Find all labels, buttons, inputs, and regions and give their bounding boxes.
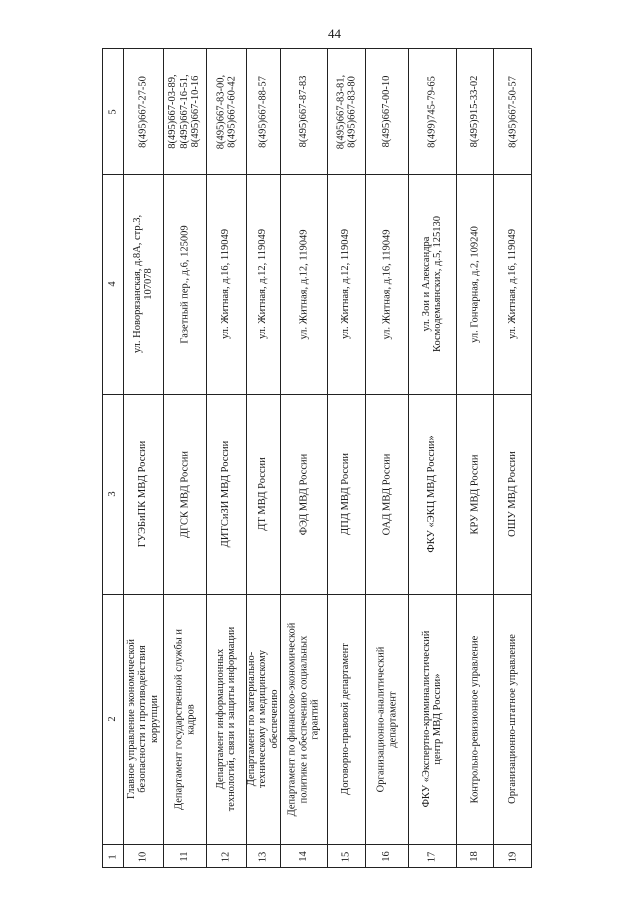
column-header: 5 <box>107 108 119 115</box>
department-phone: 8(499)745-79-65 <box>426 75 438 148</box>
department-phone: 8(495)667-83-81, 8(495)667-83-80 <box>334 74 357 149</box>
row-number: 19 <box>507 851 519 862</box>
department-abbreviation: ОШУ МВД России <box>507 451 519 537</box>
department-name: Департамент по материально- техническому и медицинскому обеспечению <box>245 650 280 789</box>
department-address: ул. Житная, д.12, 119049 <box>297 228 309 340</box>
department-name: Департамент информационных технологий, связи и защиты информации <box>214 626 237 812</box>
row-number: 12 <box>220 851 232 862</box>
row-number: 15 <box>340 851 352 862</box>
row-number: 10 <box>137 851 149 862</box>
table-divider <box>103 174 531 175</box>
department-address: Газетный пер., д.6, 125009 <box>178 224 190 344</box>
department-abbreviation: КРУ МВД России <box>468 453 480 535</box>
department-name: Департамент по финансово-экономической политике и обеспечению социальных гарантий <box>286 622 321 816</box>
row-number: 14 <box>297 851 309 862</box>
column-header: 4 <box>107 281 119 287</box>
department-address: ул. Житная, д.16, 119049 <box>220 228 232 340</box>
row-number: 13 <box>257 851 269 862</box>
row-number: 16 <box>380 851 392 862</box>
department-phone: 8(495)667-03-89, 8(495)667-16-51, 8(495)667-10-16 <box>167 74 202 149</box>
department-address: ул. Житная, д.16, 119049 <box>380 228 392 340</box>
department-abbreviation: ФЭД МВД России <box>297 453 309 535</box>
department-name: Организационно-аналитический департамент <box>375 646 398 792</box>
department-abbreviation: ДГСК МВД России <box>178 450 190 538</box>
department-abbreviation: ДТ МВД России <box>257 457 269 531</box>
department-phone: 8(495)667-83-00, 8(495)667-60-42 <box>214 74 237 149</box>
table-divider <box>103 394 531 395</box>
column-header: 1 <box>107 853 119 860</box>
department-address: ул. Гончарная, д.2, 109240 <box>468 225 480 343</box>
department-phone: 8(495)667-00-10 <box>380 75 392 148</box>
row-number: 17 <box>426 851 438 862</box>
department-name: Главное управление экономической безопасности и противодействия коррупции <box>125 639 160 800</box>
document-table <box>102 48 532 868</box>
department-address: ул. Житная, д.12, 119049 <box>340 228 352 340</box>
column-header: 2 <box>107 716 119 722</box>
page-number: 44 <box>328 26 341 41</box>
department-name: ФКУ «Экспертно-криминалистический центр МВД России» <box>420 630 443 808</box>
department-phone: 8(495)667-88-57 <box>257 75 269 148</box>
department-address: ул. Зои и Александра Космодемьянских, д.5, 125130 <box>420 216 443 352</box>
column-header: 3 <box>107 491 119 497</box>
department-name: Организационно-штатное управление <box>507 634 519 804</box>
department-name: Департамент государственной службы и кадров <box>173 628 196 810</box>
department-name: Договорно-правовой департамент <box>340 643 352 795</box>
department-phone: 8(495)667-50-57 <box>507 75 519 148</box>
department-abbreviation: ОАД МВД России <box>380 453 392 535</box>
department-address: ул. Житная, д.16, 119049 <box>507 228 519 340</box>
department-phone: 8(495)667-27-50 <box>137 75 149 148</box>
department-address: ул. Житная, д.12, 119049 <box>257 228 269 340</box>
department-name: Контрольно-ревизионное управление <box>468 635 480 803</box>
department-abbreviation: ГУЭБиПК МВД России <box>137 440 149 548</box>
table-divider <box>103 844 531 845</box>
table-divider <box>103 594 531 595</box>
row-number: 18 <box>468 851 480 862</box>
department-address: ул. Новорязанская, д.8А, стр.3, 107078 <box>131 214 154 354</box>
department-phone: 8(495)667-87-83 <box>297 75 309 148</box>
department-abbreviation: ФКУ «ЭКЦ МВД России» <box>426 435 438 553</box>
department-phone: 8(495)915-33-02 <box>468 75 480 148</box>
row-number: 11 <box>178 851 190 862</box>
department-abbreviation: ДИТСиЗИ МВД России <box>220 440 232 548</box>
department-abbreviation: ДПД МВД России <box>340 453 352 535</box>
